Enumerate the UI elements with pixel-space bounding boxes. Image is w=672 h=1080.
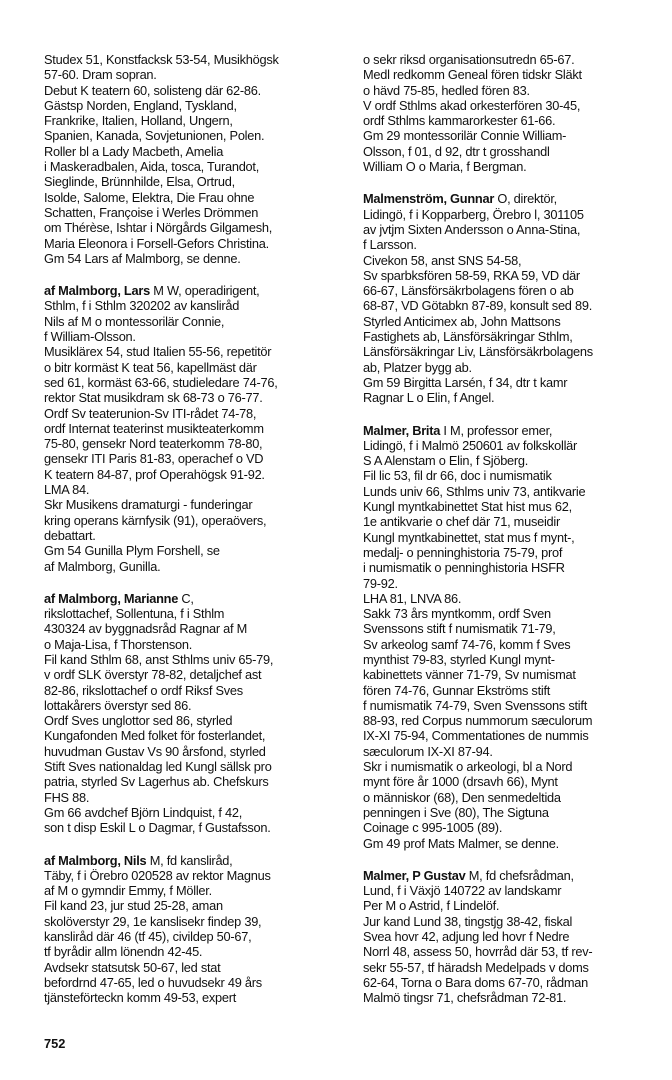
biography-entry bbox=[363, 423, 663, 851]
entry-text-line: Jur kand Lund 38, tingstjg 38-42, fiskal bbox=[363, 913, 573, 929]
entry-text-line: Malmö tingsr 71, chefsrådman 72-81. bbox=[363, 990, 567, 1006]
entry-text-line: Stift Sves nationaldag led Kungl sällsk pro bbox=[44, 759, 272, 775]
person-name: af Malmborg, Lars bbox=[44, 283, 150, 299]
entry-heading-rest: M W, operadirigent, bbox=[149, 283, 260, 299]
entry-text-line: 62-64, Torna o Bara doms 67-70, rådman bbox=[363, 974, 589, 990]
entry-text-line: Lidingö, f i Kopparberg, Örebro l, 301105 bbox=[363, 206, 584, 222]
entry-text-line: Fil kand Sthlm 68, anst Sthlms univ 65-79, bbox=[44, 651, 274, 667]
entry-text-line: Ordf Sv teaterunion-Sv ITI-rådet 74-78, bbox=[44, 405, 257, 421]
entry-text-line: Norrl 48, assess 50, hovrråd där 53, tf rev- bbox=[363, 944, 593, 960]
entry-text-line: Gm 54 Gunilla Plym Forshell, se bbox=[44, 543, 220, 559]
entry-text-line: gensekr ITI Paris 81-83, operachef o VD bbox=[44, 451, 264, 467]
entry-text-line: mynt före år 1000 (drsavh 66), Mynt bbox=[363, 774, 558, 790]
entry-heading-rest: M, fd kanslіråd, bbox=[146, 852, 233, 868]
entry-text-line: Avdsekr statsutsk 50-67, led stat bbox=[44, 959, 221, 975]
entry-text-line: 1e antikvarie o chef där 71, museidir bbox=[363, 514, 561, 530]
entry-text-line: V ordf Sthlms akad orkesterfören 30-45, bbox=[363, 97, 581, 113]
entry-text-line: ordf Internat teaterinst musikteaterkomm bbox=[44, 420, 264, 436]
entry-text-line: Svenssons stift f numismatik 71-79, bbox=[363, 621, 556, 637]
entry-heading-line bbox=[44, 591, 344, 606]
person-name: Malmer, Brita bbox=[363, 422, 441, 438]
entry-text-line: Coinage c 995-1005 (89). bbox=[363, 820, 503, 836]
entry-text-line: Lunds univ 66, Sthlms univ 73, antikvarie bbox=[363, 483, 586, 499]
entry-text-line: 430324 av byggnadsråd Ragnar af M bbox=[44, 621, 248, 637]
entry-text-line: son t disp Eskil L o Dagmar, f Gustafsson. bbox=[44, 820, 271, 836]
person-name: Malmer, P Gustav bbox=[363, 867, 466, 883]
entry-heading-line bbox=[363, 868, 663, 883]
right-column bbox=[363, 52, 663, 1023]
entry-text-line: Skr i numismatik o arkeologi, bl a Nord bbox=[363, 759, 573, 775]
entry-text-line: om Thérèse, Ishtar i Nörgårds Gilgamesh, bbox=[44, 220, 273, 236]
biography-entry bbox=[44, 52, 344, 266]
entry-text-line: Isolde, Salome, Elektra, Die Frau ohne bbox=[44, 189, 255, 205]
entry-text-line: o bitr kormäst K teat 56, kapellmäst där bbox=[44, 359, 257, 375]
entry-text-line: Svea hovr 42, adjung led hovr f Nedre bbox=[363, 929, 570, 945]
entry-text-line: 57-60. Dram sopran. bbox=[44, 67, 157, 83]
left-column bbox=[44, 52, 344, 1023]
entry-text-line: kanslіråd där 46 (tf 45), civildep 50-67, bbox=[44, 929, 252, 945]
entry-text-line: sekr 55-57, tf häradsh Medelpads v doms bbox=[363, 959, 589, 975]
entry-heading-line bbox=[363, 423, 663, 438]
entry-text-line: Länsförsäkringar Liv, Länsförsäkrbolagens bbox=[363, 344, 593, 360]
entry-text-line: huvudman Gustav Vs 90 årsfond, styrled bbox=[44, 743, 266, 759]
entry-text-line: Gm 66 avdchef Björn Lindquist, f 42, bbox=[44, 804, 242, 820]
entry-text-line: o hävd 75-85, hedled fören 83. bbox=[363, 82, 530, 98]
biography-entry bbox=[363, 52, 663, 174]
entry-heading-line bbox=[44, 853, 344, 868]
entry-text-line: K teatern 84-87, prof Operahögsk 91-92. bbox=[44, 466, 265, 482]
entry-text-line: Roller bl a Lady Macbeth, Amelia bbox=[44, 143, 224, 159]
entry-text-line: 66-67, Länsförsäkrbolagens fören o ab bbox=[363, 283, 574, 299]
entry-text-line: Gm 59 Birgitta Larsén, f 34, dtr t kamr bbox=[363, 374, 568, 390]
person-name: Malmenström, Gunnar bbox=[363, 191, 495, 207]
entry-text-line: Kungl myntkabinettet, stat mus f mynt-, bbox=[363, 529, 575, 545]
entry-heading-rest: C, bbox=[178, 590, 194, 606]
entry-text-line: LHA 81, LNVA 86. bbox=[363, 590, 462, 606]
entry-text-line: Sieglinde, Brünnhilde, Elsa, Ortrud, bbox=[44, 174, 235, 190]
entry-text-line: tjänsteförteckn komm 49-53, expert bbox=[44, 990, 237, 1006]
entry-text-line: kabinettets vänner 71-79, Sv numismat bbox=[363, 667, 576, 683]
entry-text-line: skolöverstyr 29, 1e kanslisekr findep 39, bbox=[44, 913, 262, 929]
entry-text-line: o Maja-Lisa, f Thorstenson. bbox=[44, 636, 193, 652]
entry-text-line: William O o Maria, f Bergman. bbox=[363, 159, 527, 175]
entry-text-line: rikslottachef, Sollentuna, f i Sthlm bbox=[44, 606, 225, 622]
entry-text-line: af M o gymndir Emmy, f Möller. bbox=[44, 883, 212, 899]
entry-text-line: ab, Platzer bygg ab. bbox=[363, 359, 472, 375]
biography-entry bbox=[363, 868, 663, 1006]
entry-text-line: 68-87, VD Götabkn 87-89, konsult sed 89. bbox=[363, 298, 593, 314]
entry-text-line: Civekon 58, anst SNS 54-58, bbox=[363, 252, 522, 268]
entry-text-line: 75-80, gensekr Nord teaterkomm 78-80, bbox=[44, 436, 263, 452]
entry-text-line: S A Alenstam o Elin, f Sjöberg. bbox=[363, 453, 529, 469]
entry-text-line: Gm 29 montessorilär Connie William- bbox=[363, 128, 567, 144]
entry-text-line: Fil kand 23, jur stud 25-28, aman bbox=[44, 898, 223, 914]
entry-text-line: fören 74-76, Gunnar Ekströms stift bbox=[363, 682, 551, 698]
entry-text-line: i Maskeradbalen, Aida, tosca, Turandot, bbox=[44, 159, 260, 175]
entry-text-line: Kungafonden Med folket för fosterlandet, bbox=[44, 728, 266, 744]
entry-text-line: Lund, f i Växjö 140722 av landskamr bbox=[363, 883, 562, 899]
entry-text-line: FHS 88. bbox=[44, 789, 90, 805]
entry-text-line: 79-92. bbox=[363, 575, 398, 591]
entry-text-line: av jvtjm Sixten Andersson o Anna-Stina, bbox=[363, 221, 581, 237]
entry-text-line: mynthist 79-83, styrled Kungl mynt- bbox=[363, 651, 555, 667]
entry-text-line: rektor Stat musikdram sk 68-73 o 76-77. bbox=[44, 390, 263, 406]
person-name: af Malmborg, Nils bbox=[44, 852, 147, 868]
entry-text-line: sed 61, kormäst 63-66, studieledare 74-76, bbox=[44, 374, 278, 390]
entry-text-line: tf byrådir allm lönendn 42-45. bbox=[44, 944, 203, 960]
entry-text-line: Schatten, Françoise i Werles Drömmen bbox=[44, 204, 259, 220]
entry-text-line: Ragnar L o Elin, f Angel. bbox=[363, 390, 495, 406]
entry-text-line: penningen i Sve (80), The Sigtuna bbox=[363, 804, 549, 820]
entry-text-line: 82-86, rikslottachef o ordf Riksf Sves bbox=[44, 682, 243, 698]
entry-text-line: LMA 84. bbox=[44, 482, 90, 498]
entry-text-line: Frankrike, Italien, Holland, Ungern, bbox=[44, 113, 233, 129]
entry-text-line: Per M o Astrid, f Lindelöf. bbox=[363, 898, 500, 914]
entry-text-line: patria, styrled Sv Lagerhus ab. Chefskurs bbox=[44, 774, 269, 790]
entry-text-line: Skr Musikens dramaturgi - funderingar bbox=[44, 497, 253, 513]
entry-text-line: Lidingö, f i Malmö 250601 av folkskollär bbox=[363, 437, 578, 453]
entry-text-line: f Larsson. bbox=[363, 237, 417, 253]
entry-text-line: f William-Olsson. bbox=[44, 329, 136, 345]
entry-text-line: Kungl myntkabinettet Stat hist mus 62, bbox=[363, 499, 572, 515]
entry-text-line: o sekr riksd organisationsutredn 65-67. bbox=[363, 52, 575, 67]
entry-heading-rest: I M, professor emer, bbox=[440, 422, 553, 438]
entry-heading-rest: M, fd chefsrådman, bbox=[465, 867, 574, 883]
entry-text-line: f numismatik 74-79, Sven Svenssons stift bbox=[363, 697, 587, 713]
entry-text-line: Ordf Sves unglottor sed 86, styrled bbox=[44, 713, 233, 729]
entry-text-line: kring operans kärnfysik (91), operaövers, bbox=[44, 512, 267, 528]
entry-heading-line bbox=[363, 191, 663, 206]
entry-text-line: Gm 49 prof Mats Malmer, se denne. bbox=[363, 835, 559, 851]
entry-text-line: v ordf SLK överstyr 78-82, detaljchef ast bbox=[44, 667, 262, 683]
entry-text-line: Fastighets ab, Länsförsäkringar Sthlm, bbox=[363, 329, 573, 345]
biography-entry bbox=[363, 191, 663, 405]
entry-text-line: lottakårers överstyr sed 86. bbox=[44, 697, 192, 713]
entry-text-line: Gm 54 Lars af Malmborg, se denne. bbox=[44, 250, 241, 266]
biography-entry bbox=[44, 591, 344, 836]
entry-text-line: Musiklärex 54, stud Italien 55-56, repetitör bbox=[44, 344, 272, 360]
entry-heading-rest: O, direktör, bbox=[494, 191, 557, 207]
entry-text-line: Styrled Anticimex ab, John Mattsons bbox=[363, 313, 561, 329]
person-name: af Malmborg, Marianne bbox=[44, 590, 179, 606]
entry-text-line: Nils af M o montessorilär Connie, bbox=[44, 313, 225, 329]
entry-text-line: Medl redkomm Geneal fören tidskr Släkt bbox=[363, 67, 582, 83]
entry-text-line: befordrnd 47-65, led o huvudsekr 49 års bbox=[44, 974, 262, 990]
entry-text-line: af Malmborg, Gunilla. bbox=[44, 558, 161, 574]
entry-text-line: Maria Eleonora i Forsell-Gefors Christina. bbox=[44, 235, 269, 251]
entry-text-line: o människor (68), Den senmedeltida bbox=[363, 789, 561, 805]
biography-entry bbox=[44, 283, 344, 574]
entry-text-line: sæculorum IX-XI 87-94. bbox=[363, 743, 493, 759]
entry-text-line: medalj- o penninghistoria 75-79, prof bbox=[363, 544, 563, 560]
entry-heading-line bbox=[44, 283, 344, 298]
entry-text-line: Sv sparbksfören 58-59, RKA 59, VD där bbox=[363, 267, 580, 283]
entry-text-line: ordf Sthlms kammarorkester 61-66. bbox=[363, 113, 556, 129]
entry-text-line: Sv arkeolog samf 74-76, komm f Sves bbox=[363, 636, 571, 652]
entry-text-line: Sakk 73 års myntkomm, ordf Sven bbox=[363, 606, 551, 622]
entry-text-line: Debut K teatern 60, solisteng där 62-86. bbox=[44, 82, 261, 98]
entry-text-line: Gästsp Norden, England, Tyskland, bbox=[44, 97, 237, 113]
entry-text-line: debattart. bbox=[44, 527, 96, 543]
entry-text-line: Olsson, f 01, d 92, dtr t grosshandl bbox=[363, 143, 550, 159]
page-number: 752 bbox=[44, 1036, 66, 1051]
entry-text-line: i numismatik o penninghistoria HSFR bbox=[363, 560, 565, 576]
entry-text-line: Spanien, Kanada, Sovjetunionen, Polen. bbox=[44, 128, 265, 144]
entry-text-line: Fil lic 53, fil dr 66, doc i numismatik bbox=[363, 468, 552, 484]
biography-entry bbox=[44, 853, 344, 1006]
entry-text-line: Studex 51, Konstfacksk 53-54, Musikhögsk bbox=[44, 52, 279, 67]
entry-text-line: Sthlm, f i Sthlm 320202 av kansliråd bbox=[44, 298, 240, 314]
entry-text-line: 88-93, red Corpus nummorum sæculorum bbox=[363, 713, 593, 729]
entry-text-line: Täby, f i Örebro 020528 av rektor Magnus bbox=[44, 867, 271, 883]
entry-text-line: IX-XI 75-94, Commentationes de nummis bbox=[363, 728, 589, 744]
